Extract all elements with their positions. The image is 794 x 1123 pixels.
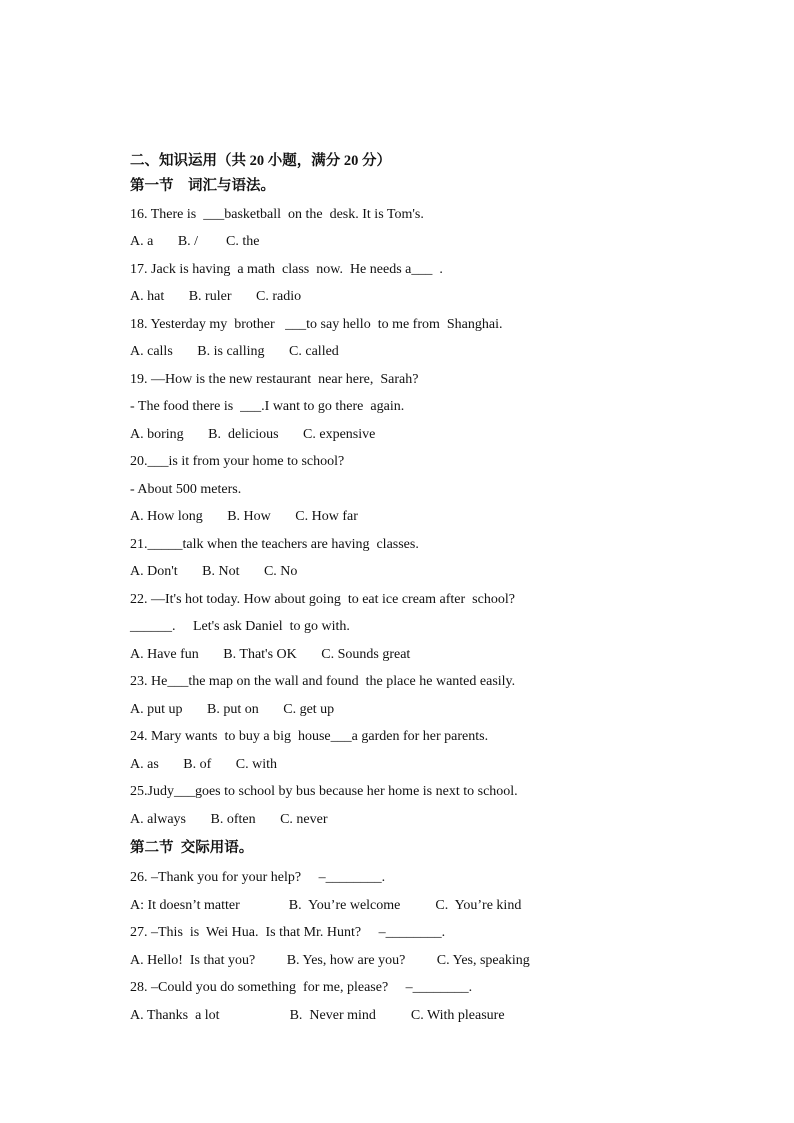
section-title: 二、知识运用（共 20 小题，满分 20 分） <box>130 153 391 169</box>
options-24: A. as B. of C. with <box>130 756 277 772</box>
question-19-response: - The food there is ___.I want to go there again. <box>130 399 405 414</box>
options-17: A. hat B. ruler C. radio <box>130 289 302 304</box>
options-25: A. always B. often C. never <box>130 811 328 827</box>
question-25: 25.Judy___goes to school by bus because her home is next to school. <box>130 784 518 799</box>
question-21: 21._____talk when the teachers are having classes. <box>130 536 419 552</box>
question-24: 24. Mary wants to buy a big house___a garden for her parents. <box>130 729 489 744</box>
options-26: A: It doesn’t matter B. You’re welcome C. You’re kind <box>130 897 522 913</box>
options-21: A. Don't B. Not C. No <box>130 564 298 579</box>
options-16: A. a B. / C. the <box>130 234 260 249</box>
question-22-response: ______. Let's ask Daniel to go with. <box>130 619 350 634</box>
exam-section <box>130 150 690 1029</box>
options-28: A. Thanks a lot B. Never mind C. With pleasure <box>130 1007 505 1023</box>
question-20: 20.___is it from your home to school? <box>130 454 345 469</box>
question-23: 23. He___the map on the wall and found the place he wanted easily. <box>130 674 516 689</box>
options-22: A. Have fun B. That's OK C. Sounds great <box>130 646 411 662</box>
question-17: 17. Jack is having a math class now. He needs a___ . <box>130 261 443 277</box>
question-19: 19. —How is the new restaurant near here, Sarah? <box>130 371 419 387</box>
question-26: 26. –Thank you for your help? –________. <box>130 870 386 885</box>
options-18: A. calls B. is calling C. called <box>130 344 339 359</box>
options-27: A. Hello! Is that you? B. Yes, how are you? C. Yes, speaking <box>130 952 530 968</box>
options-19: A. boring B. delicious C. expensive <box>130 426 376 442</box>
question-28: 28. –Could you do something for me, please? –________. <box>130 980 473 995</box>
options-20: A. How long B. How C. How far <box>130 509 358 524</box>
part1-title: 第一节 词汇与语法。 <box>130 178 275 194</box>
question-20-response: - About 500 meters. <box>130 481 242 497</box>
question-18: 18. Yesterday my brother ___to say hello to me from Shanghai. <box>130 316 503 332</box>
options-23: A. put up B. put on C. get up <box>130 701 335 717</box>
question-27: 27. –This is Wei Hua. Is that Mr. Hunt? –________. <box>130 925 446 940</box>
question-16: 16. There is ___basketball on the desk. It is Tom's. <box>130 206 424 222</box>
part2-title: 第二节 交际用语。 <box>130 840 254 856</box>
question-22: 22. —It's hot today. How about going to eat ice cream after school? <box>130 591 515 607</box>
